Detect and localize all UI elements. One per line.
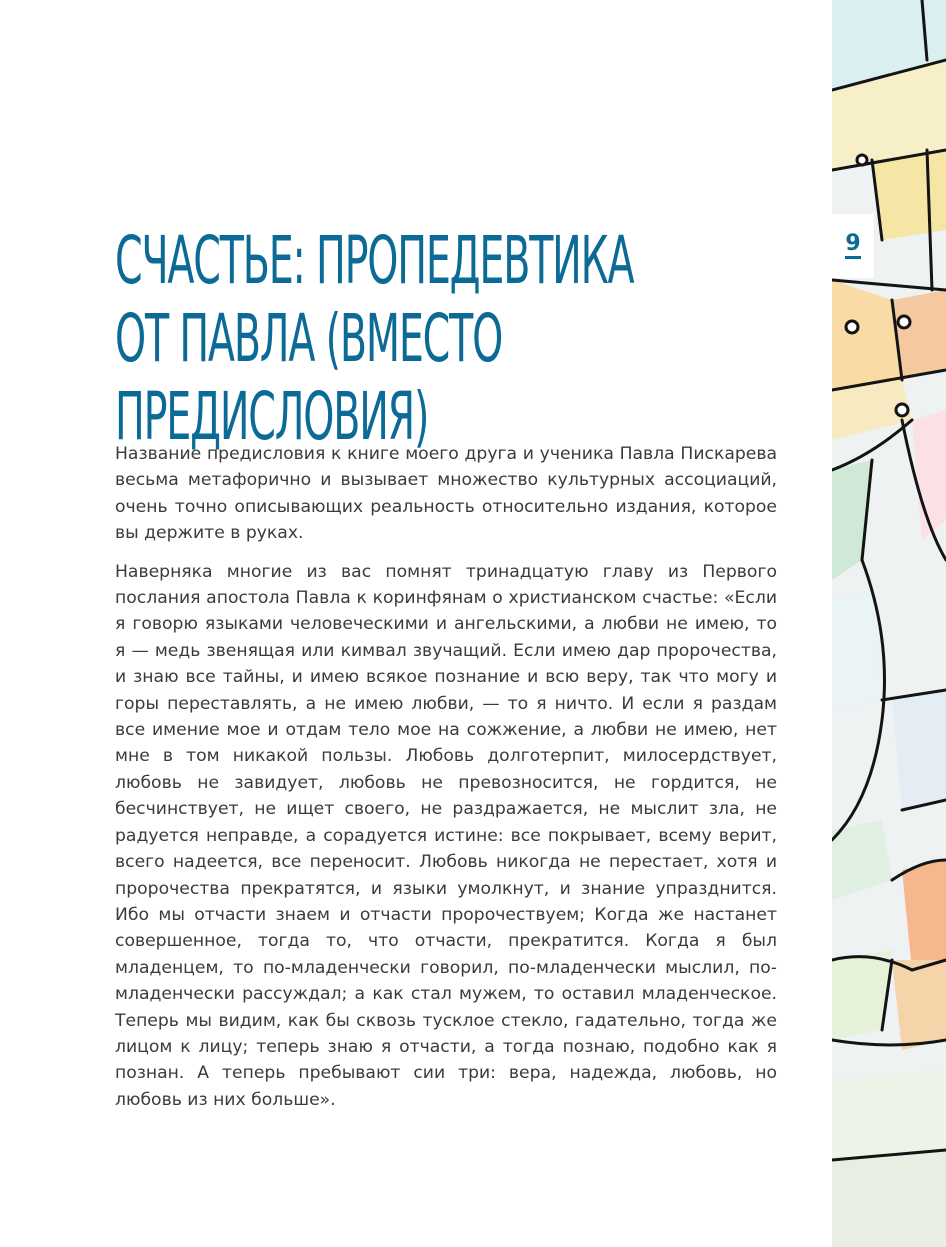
stained-glass-illustration (832, 0, 946, 1247)
page-content (115, 0, 780, 1247)
title-line: ОТ ПАВЛА (ВМЕСТО (115, 300, 503, 377)
chapter-title (115, 222, 763, 456)
paragraph: Наверняка многие из вас помнят тринадцатую главу из Первого послания апостола Павла к коринфянам о христианском счастье: «Если я говорю языками человеческими и ангельскими, а любви не имею, то я — медь звенящая или кимвал звучащий. Если имею дар пророчества, и знаю все тайны, и имею всякое познание и всю веру, так что могу и горы переставлять, а не имею любви, — то я ничто. И если я раздам все имение мое и отдам тело мое на сожжение, а любви не имею, нет мне в том никакой пользы. Любовь долготерпит, милосердствует, любовь не завидует, любовь не превозносится, не гордится, не бесчинствует, не ищет своего, не раздражается, не мыслит зла, не радуется неправде, а сорадуется истине: все покрывает, всему верит, всего надеется, все переносит. Любовь никогда не перестает, хотя и пророчества прекратятся, и языки умолкнут, и знание упразднится. Ибо мы отчасти знаем и отчасти пророчествуем; Когда же настанет совершенное, тогда то, что отчасти, прекратится. Когда я был младенцем, то по-младенчески говорил, по-младенчески мыслил, по-младенчески рассуждал; а как стал мужем, то оставил младенческое. Теперь мы видим, как бы сквозь тусклое стекло, гадательно, тогда же лицом к лицу; теперь знаю я отчасти, а тогда познаю, подобно как я познан. А теперь пребывают сии три: вера, надежда, любовь, но любовь из них больше». (115, 561, 777, 1110)
page-number-box (832, 214, 874, 278)
body-text (115, 441, 777, 1125)
title-line: СЧАСТЬЕ: ПРОПЕДЕВТИКА (115, 222, 634, 299)
paragraph: Название предисловия к книге моего друга и ученика Павла Пискарева весьма метафорично и вызывает множество культурных ассоциаций, очень точно описывающих реальность относительно издания, которое вы держите в руках. (115, 444, 777, 544)
page-number: 9 (845, 233, 860, 259)
title-line: ПРЕДИСЛОВИЯ) (115, 378, 429, 455)
